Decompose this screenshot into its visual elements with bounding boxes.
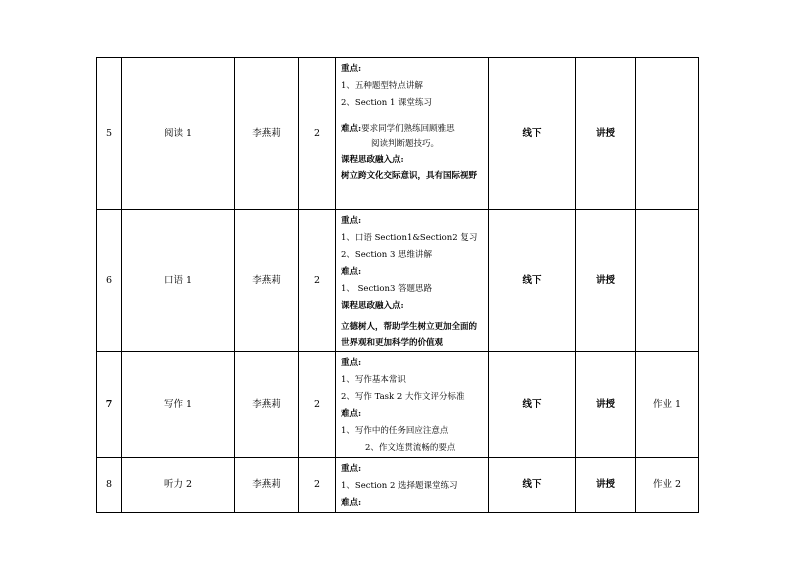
delivery-mode: 线下 bbox=[489, 458, 576, 513]
teaching-content bbox=[336, 458, 489, 513]
delivery-mode: 线下 bbox=[489, 352, 576, 458]
key-point-item: 2、写作 Task 2 大作文评分标准 bbox=[341, 392, 465, 402]
difficulty-text-cont: 阅读判断题技巧。 bbox=[371, 139, 440, 149]
ideology-text: 立德树人，帮助学生树立更加全面的世界观和更加科学的价值观 bbox=[341, 322, 478, 348]
teaching-method: 讲授 bbox=[576, 458, 636, 513]
class-hours: 2 bbox=[299, 210, 336, 352]
table-row bbox=[97, 352, 699, 458]
homework: 作业 1 bbox=[636, 352, 699, 458]
teaching-method: 讲授 bbox=[576, 352, 636, 458]
row-number: 5 bbox=[97, 58, 122, 210]
homework bbox=[636, 58, 699, 210]
row-number: 7 bbox=[97, 352, 122, 458]
difficulty-item: 2、作文连贯流畅的要点 bbox=[365, 443, 456, 453]
difficulty-item: 1、写作中的任务回应注意点 bbox=[341, 426, 449, 436]
course-name: 听力 2 bbox=[122, 458, 235, 513]
class-hours: 2 bbox=[299, 458, 336, 513]
key-point-item: 2、Section 3 思维讲解 bbox=[341, 250, 433, 260]
table-row bbox=[97, 58, 699, 210]
teaching-content bbox=[336, 58, 489, 210]
class-hours: 2 bbox=[299, 58, 336, 210]
row-number: 8 bbox=[97, 458, 122, 513]
difficulty-label: 难点: bbox=[341, 498, 362, 508]
key-points-label: 重点: bbox=[341, 216, 362, 226]
difficulty-item: 1、 Section3 答题思路 bbox=[341, 284, 433, 294]
teaching-content bbox=[336, 352, 489, 458]
homework: 作业 2 bbox=[636, 458, 699, 513]
row-number: 6 bbox=[97, 210, 122, 352]
teacher-name: 李燕莉 bbox=[235, 210, 299, 352]
ideology-label: 课程思政融入点: bbox=[341, 155, 404, 165]
table-row bbox=[97, 458, 699, 513]
key-points-label: 重点: bbox=[341, 464, 362, 474]
homework bbox=[636, 210, 699, 352]
teacher-name: 李燕莉 bbox=[235, 58, 299, 210]
ideology-text: 树立跨文化交际意识，具有国际视野 bbox=[341, 171, 478, 181]
difficulty-label: 难点: bbox=[341, 267, 362, 277]
ideology-label: 课程思政融入点: bbox=[341, 301, 404, 311]
class-hours: 2 bbox=[299, 352, 336, 458]
key-points-label: 重点: bbox=[341, 358, 362, 368]
teaching-method: 讲授 bbox=[576, 58, 636, 210]
key-point-item: 1、写作基本常识 bbox=[341, 375, 406, 385]
key-point-item: 1、口语 Section1&Section2 复习 bbox=[341, 233, 478, 243]
course-name: 阅读 1 bbox=[122, 58, 235, 210]
teacher-name: 李燕莉 bbox=[235, 352, 299, 458]
key-point-item: 1、五种题型特点讲解 bbox=[341, 81, 423, 91]
teaching-method: 讲授 bbox=[576, 210, 636, 352]
teaching-content bbox=[336, 210, 489, 352]
delivery-mode: 线下 bbox=[489, 58, 576, 210]
difficulty-label: 难点: bbox=[341, 409, 362, 419]
difficulty-text: 要求同学们熟练回顾雅思 bbox=[361, 124, 455, 134]
key-point-item: 2、Section 1 课堂练习 bbox=[341, 98, 433, 108]
delivery-mode: 线下 bbox=[489, 210, 576, 352]
difficulty-label: 难点: bbox=[341, 124, 362, 134]
key-point-item: 1、Section 2 选择题课堂练习 bbox=[341, 481, 458, 491]
table-row bbox=[97, 210, 699, 352]
teacher-name: 李燕莉 bbox=[235, 458, 299, 513]
course-name: 写作 1 bbox=[122, 352, 235, 458]
course-name: 口语 1 bbox=[122, 210, 235, 352]
course-schedule-table bbox=[96, 57, 699, 513]
key-points-label: 重点: bbox=[341, 64, 362, 74]
